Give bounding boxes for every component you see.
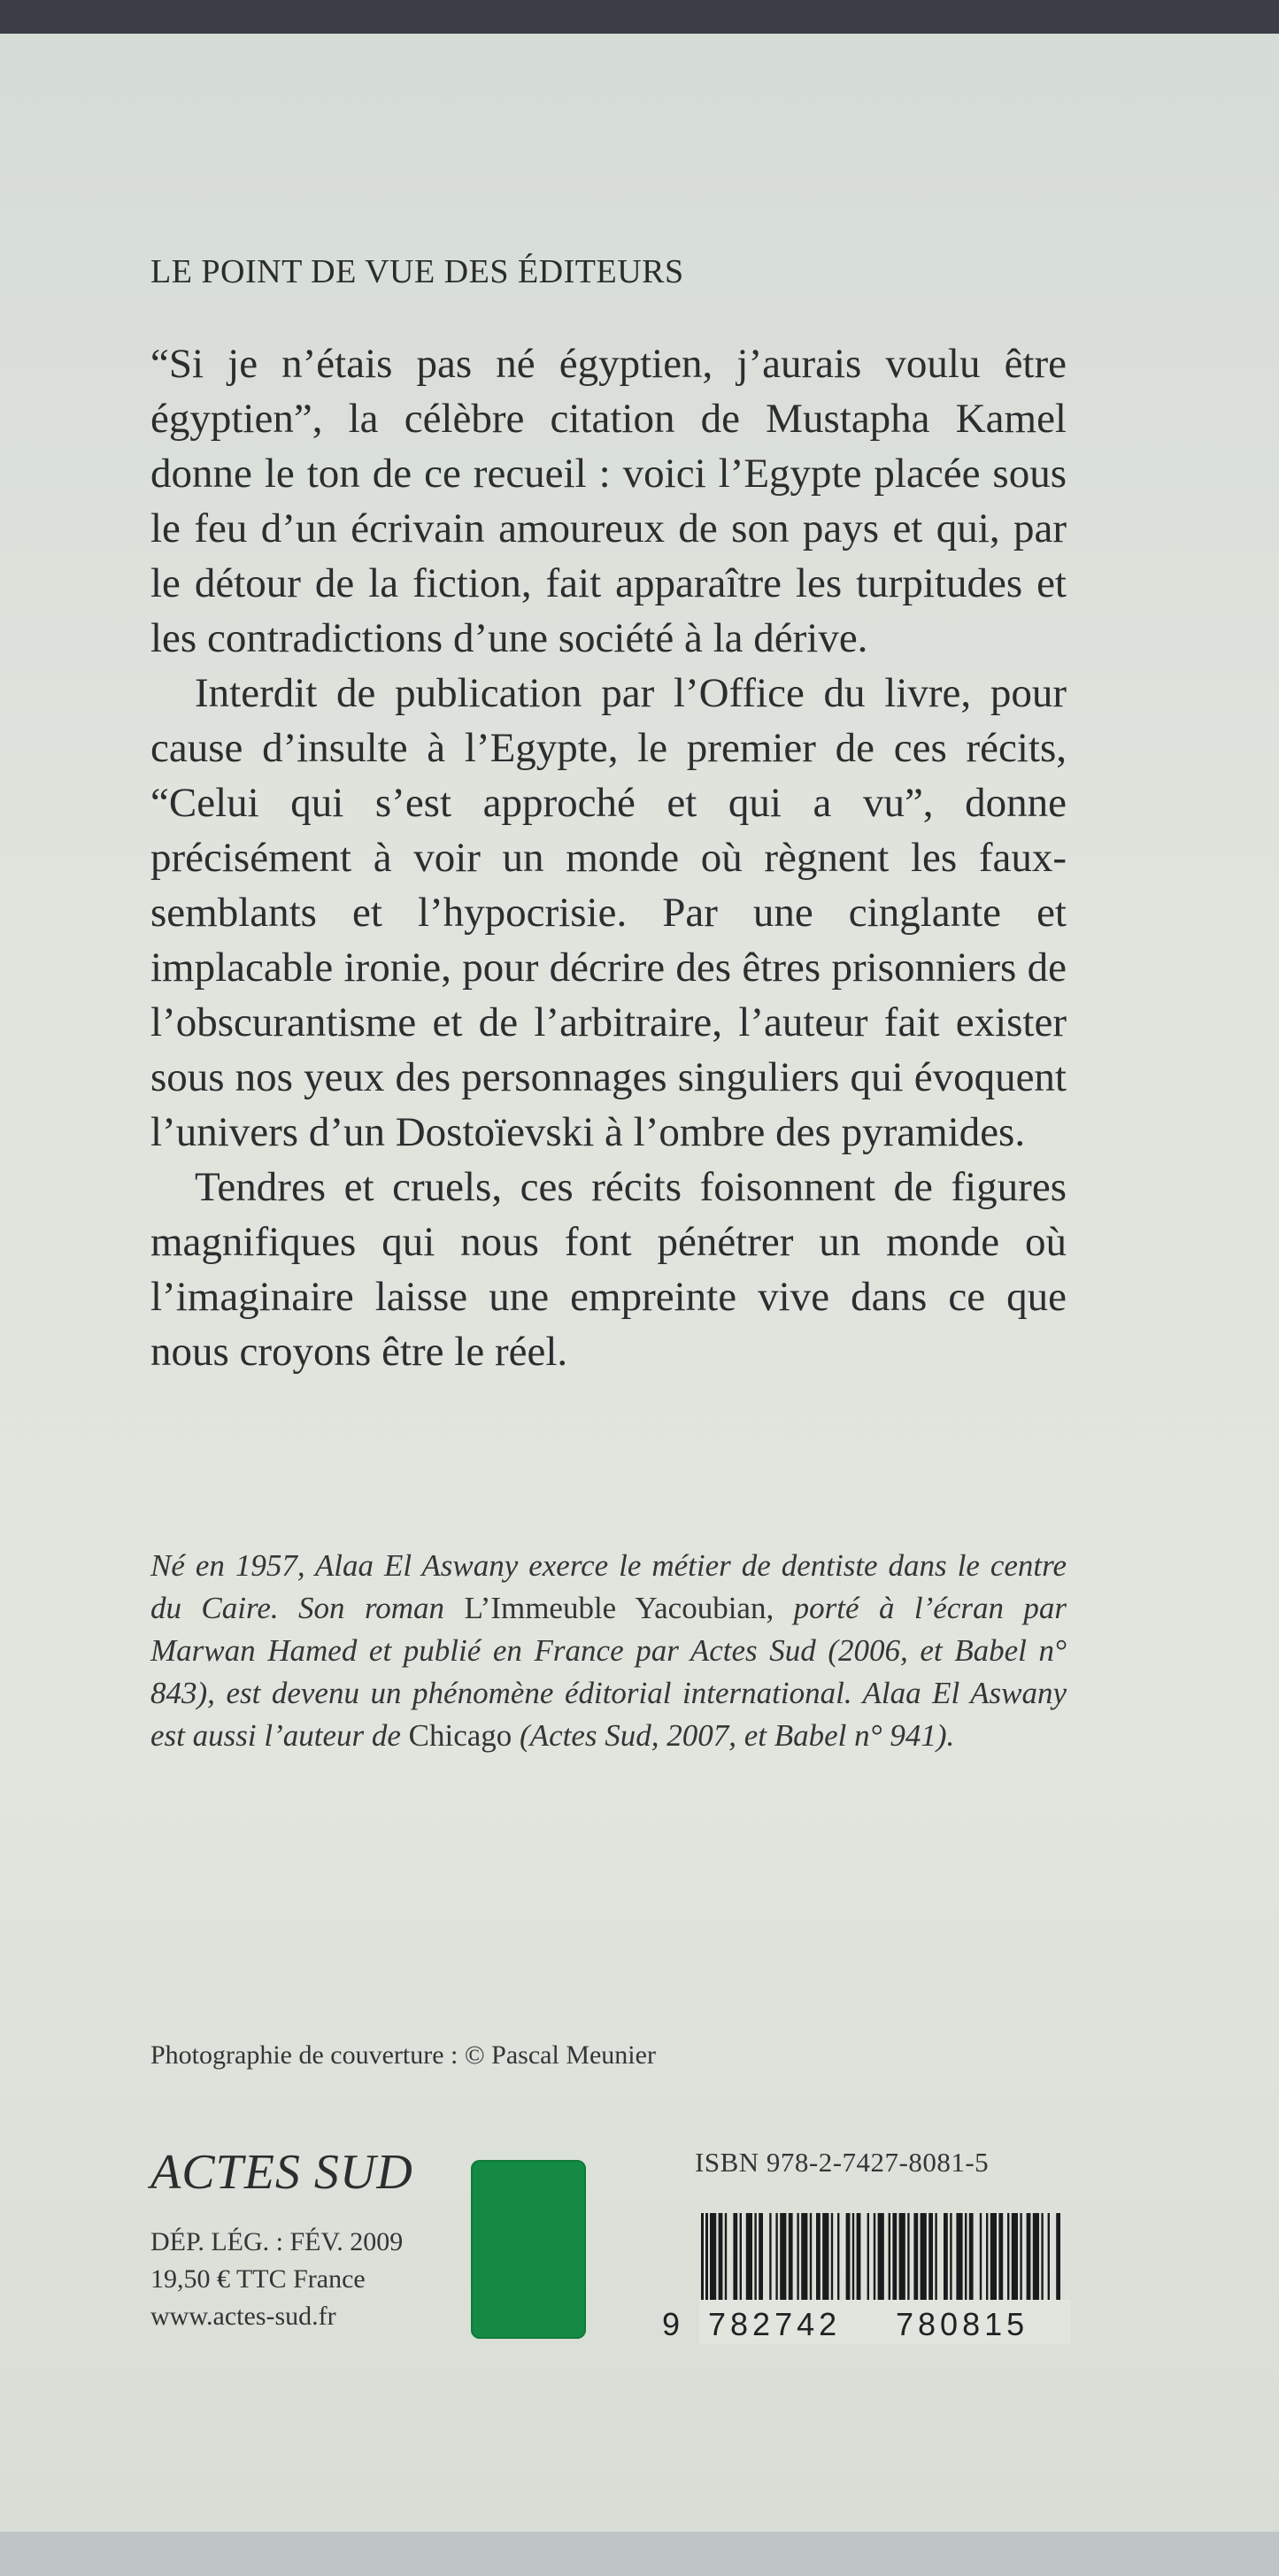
barcode-bar bbox=[935, 2213, 936, 2310]
bio-part-2: , porté à l’écran par Marwan Hamed et publié en France par Actes Sud (2006, et Babel n° 843), est devenu un phénomène éditorial international. Alaa El Aswany est aussi l’auteur de bbox=[150, 1591, 1067, 1753]
bio-part-3: (Actes Sud, 2007, et Babel n° 941). bbox=[512, 1718, 955, 1753]
author-bio bbox=[150, 1545, 1067, 1757]
barcode-bar bbox=[740, 2213, 742, 2310]
barcode-bar bbox=[1012, 2213, 1018, 2310]
bio-book-title-1: L’Immeuble Yacoubian bbox=[464, 1591, 767, 1625]
barcode-bar bbox=[857, 2213, 861, 2310]
barcode-bar bbox=[733, 2213, 737, 2310]
barcode-bar bbox=[1056, 2213, 1060, 2310]
barcode-bar bbox=[965, 2213, 967, 2310]
barcode-bar bbox=[1033, 2213, 1039, 2310]
barcode-bar bbox=[1027, 2213, 1031, 2310]
barcode-group-1: 782742 bbox=[708, 2306, 842, 2342]
barcode-bar bbox=[789, 2213, 793, 2310]
barcode-bar bbox=[956, 2213, 962, 2310]
barcode-bar bbox=[797, 2213, 798, 2310]
blurb-paragraph-1: “Si je n’étais pas né égyptien, j’aurais voulu être égyptien”, la célèbre citation de Mustapha Kamel donne le ton de ce recueil : voici l’Egypte placée sous le feu d’un écrivain amoureux de son pays et qui, par le détour de la fiction, fait apparaître les turpitudes et les contradictions d’une société à la dérive. bbox=[150, 341, 1067, 661]
barcode-bar bbox=[725, 2213, 727, 2310]
bottom-band bbox=[0, 2532, 1279, 2576]
barcode-group-2: 780815 bbox=[896, 2306, 1029, 2342]
author-bio-text bbox=[150, 1545, 1067, 1757]
bio-part-1: Né en 1957, Alaa El Aswany exerce le métier de dentiste dans le centre du Caire. Son roman bbox=[150, 1548, 1067, 1625]
barcode-bar bbox=[719, 2213, 723, 2310]
barcode-bar bbox=[801, 2213, 807, 2310]
top-dark-band bbox=[0, 0, 1279, 34]
barcode-bar bbox=[754, 2213, 756, 2310]
legal-info bbox=[150, 2224, 403, 2335]
barcode-bar bbox=[969, 2213, 974, 2310]
barcode-bar bbox=[816, 2213, 821, 2310]
barcode-lead-digit: 9 bbox=[662, 2306, 681, 2342]
barcode-bar bbox=[998, 2213, 1003, 2310]
barcode-bar bbox=[889, 2213, 890, 2310]
barcode-bar bbox=[980, 2213, 982, 2310]
barcode-bar bbox=[874, 2213, 875, 2310]
barcode-bar bbox=[837, 2213, 839, 2310]
barcode-bar bbox=[810, 2213, 812, 2310]
barcode-bar bbox=[899, 2213, 905, 2310]
section-heading: LE POINT DE VUE DES ÉDITEURS bbox=[150, 253, 684, 290]
barcode-bar bbox=[867, 2213, 869, 2310]
bio-book-title-2: Chicago bbox=[408, 1718, 512, 1753]
barcode-bar bbox=[710, 2213, 716, 2310]
barcode-bar bbox=[990, 2213, 997, 2310]
barcode-bar bbox=[1048, 2213, 1050, 2310]
barcode-bar bbox=[759, 2213, 763, 2310]
barcode-bar bbox=[780, 2213, 786, 2310]
barcode-bar bbox=[986, 2213, 988, 2310]
blurb-paragraph-2: Interdit de publication par l’Office du livre, pour cause d’insulte à l’Egypte, le premier de ces récits, “Celui qui s’est approché et qui a vu”, donne précisément à voir un monde où règnent les faux-semblants et l’hypocrisie. Par une cinglante et implacable ironie, pour décrire des êtres prisonniers de l’obscurantisme et de l’arbitraire, l’auteur fait exister sous nos yeux des personnages singuliers qui évoquent l’univers d’un Dostoïevski à l’ombre des pyramides. bbox=[150, 670, 1067, 1155]
publisher-blurb bbox=[150, 336, 1067, 1379]
barcode-bar bbox=[846, 2213, 851, 2310]
price: 19,50 € TTC France bbox=[150, 2264, 366, 2294]
publisher-name: ACTES SUD bbox=[150, 2145, 413, 2200]
legal-deposit: DÉP. LÉG. : FÉV. 2009 bbox=[150, 2227, 404, 2256]
barcode-bar bbox=[907, 2213, 909, 2310]
barcode-bar bbox=[950, 2213, 952, 2310]
barcode-bar bbox=[775, 2213, 777, 2310]
isbn-label: ISBN 978-2-7427-8081-5 bbox=[695, 2147, 990, 2178]
barcode-bar bbox=[928, 2213, 933, 2310]
barcode-bar bbox=[852, 2213, 854, 2310]
barcode-bar bbox=[1007, 2213, 1009, 2310]
barcode-bar bbox=[831, 2213, 833, 2310]
barcode-digits bbox=[655, 2300, 1080, 2344]
barcode-bar bbox=[913, 2213, 918, 2310]
blurb-paragraph-3: Tendres et cruels, ces récits foisonnent de figures magnifiques qui nous font pénétrer un monde où l’imaginaire laisse une empreinte vive dans ce que nous croyons être le réel. bbox=[150, 1164, 1067, 1375]
barcode-bar bbox=[769, 2213, 771, 2310]
website: www.actes-sud.fr bbox=[150, 2302, 336, 2331]
green-logo-box bbox=[471, 2160, 586, 2339]
barcode-bar bbox=[921, 2213, 927, 2310]
barcode-bar bbox=[944, 2213, 948, 2310]
barcode-bar bbox=[892, 2213, 897, 2310]
photo-credit: Photographie de couverture : © Pascal Meunier bbox=[150, 2040, 656, 2070]
barcode-bar bbox=[746, 2213, 752, 2310]
barcode-bar bbox=[1041, 2213, 1043, 2310]
barcode-bar bbox=[1020, 2213, 1021, 2310]
barcode-bar bbox=[822, 2213, 828, 2310]
